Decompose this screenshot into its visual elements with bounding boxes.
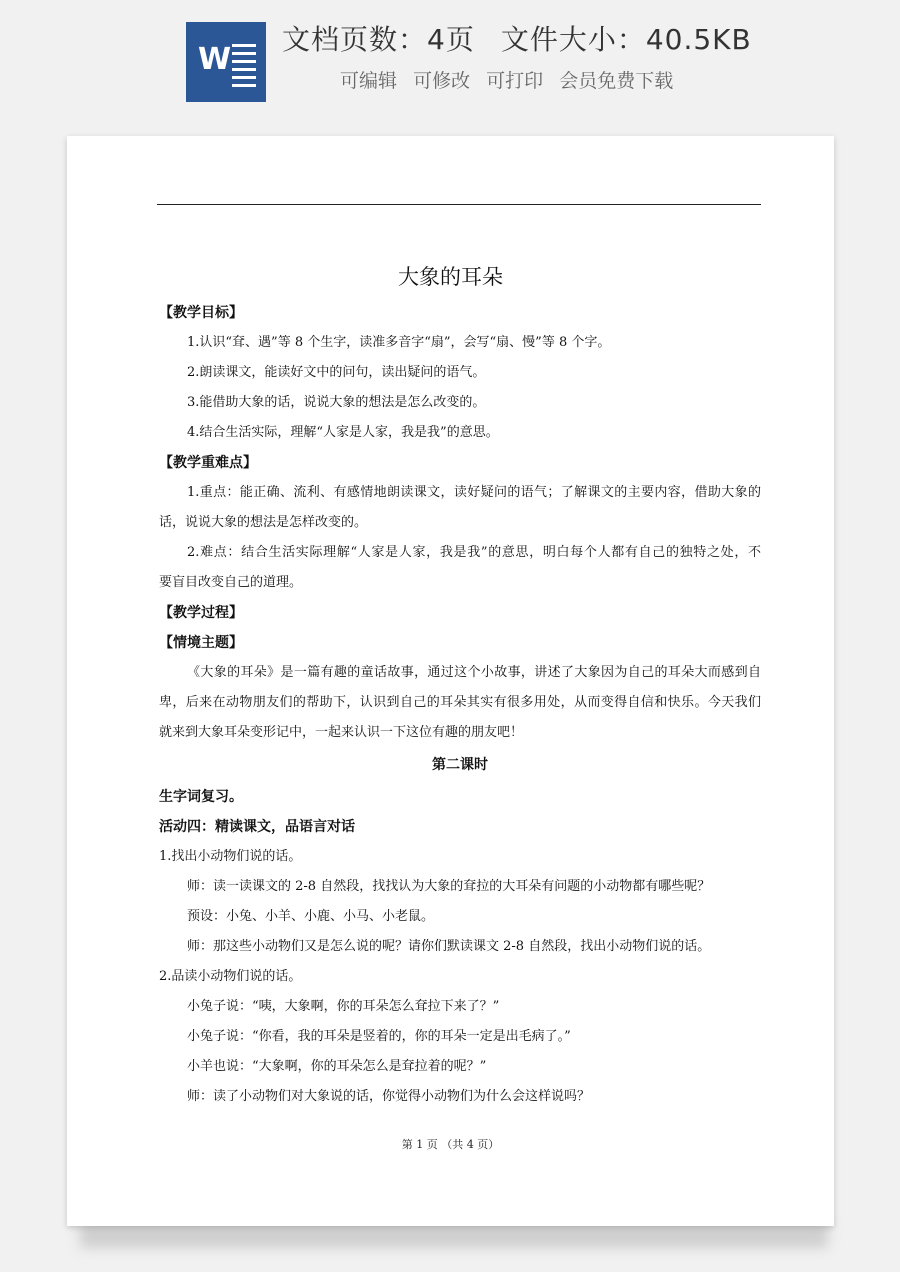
paragraph-line: 4.结合生活实际，理解“人家是人家，我是我”的意思。 bbox=[187, 425, 499, 440]
paragraph-line: 师：读一读课文的 2-8 自然段，找找认为大象的耷拉的大耳朵有问题的小动物都有哪些呢？ bbox=[187, 879, 711, 894]
file-size: 文件大小：40.5KB bbox=[500, 23, 752, 56]
page-footer: 第 1 页 （共 4 页） bbox=[401, 1138, 500, 1151]
word-doc-icon bbox=[186, 22, 266, 102]
paragraph-line: 卑，后来在动物朋友们的帮助下，认识到自己的耳朵其实有很多用处，从而变得自信和快乐。今天我们 bbox=[159, 695, 761, 710]
paragraph-line: 1.认识“耷、遇”等 8 个生字，读准多音字“扇”，会写“扇、慢”等 8 个字。 bbox=[187, 335, 611, 350]
feature-editable: 可编辑 bbox=[340, 70, 398, 92]
paragraph-line: 2.朗读课文，能读好文中的问句，读出疑问的语气。 bbox=[187, 365, 486, 380]
header-rule bbox=[157, 204, 761, 205]
section-heading: 【教学过程】 bbox=[159, 605, 243, 621]
paragraph-line: 小兔子说：“你看，我的耳朵是竖着的，你的耳朵一定是出毛病了。” bbox=[187, 1029, 571, 1044]
page-count: 文档页数：4页 bbox=[282, 23, 475, 56]
document-body bbox=[159, 298, 761, 1112]
paragraph-line: 2.品读小动物们说的话。 bbox=[159, 969, 302, 984]
doc-stats bbox=[282, 18, 778, 58]
paragraph-line: 话，说说大象的想法是怎样改变的。 bbox=[159, 515, 368, 530]
document-title: 大象的耳朵 bbox=[398, 265, 503, 289]
section-heading: 【情境主题】 bbox=[159, 635, 243, 651]
paragraph-line: 小羊也说：“大象啊，你的耳朵怎么是耷拉着的呢？” bbox=[187, 1059, 487, 1074]
feature-list bbox=[340, 66, 683, 93]
paragraph-line: 预设：小兔、小羊、小鹿、小马、小老鼠。 bbox=[187, 909, 435, 924]
feature-member-download: 会员免费下载 bbox=[559, 70, 674, 92]
lesson-heading: 第二课时 bbox=[432, 757, 488, 773]
section-heading: 生字词复习。 bbox=[159, 789, 243, 805]
section-heading: 活动四：精读课文，品语言对话 bbox=[159, 819, 355, 835]
document-page bbox=[67, 136, 834, 1226]
paragraph-line: 1.重点：能正确、流利、有感情地朗读课文，读好疑问的语气；了解课文的主要内容，借助大象的 bbox=[187, 485, 761, 500]
feature-printable: 可打印 bbox=[486, 70, 544, 92]
paragraph-line: 师：读了小动物们对大象说的话，你觉得小动物们为什么会这样说吗？ bbox=[187, 1089, 591, 1104]
paragraph-line: 1.找出小动物们说的话。 bbox=[159, 849, 302, 864]
section-heading: 【教学重难点】 bbox=[159, 455, 257, 471]
paragraph-line: 2.难点：结合生活实际理解“人家是人家，我是我”的意思，明白每个人都有自己的独特之处，不 bbox=[187, 545, 761, 560]
paragraph-line: 要盲目改变自己的道理。 bbox=[159, 575, 303, 590]
paragraph-line: 小兔子说：“咦，大象啊，你的耳朵怎么耷拉下来了？” bbox=[187, 999, 500, 1014]
section-heading: 【教学目标】 bbox=[159, 305, 243, 321]
paragraph-line: 《大象的耳朵》是一篇有趣的童话故事，通过这个小故事，讲述了大象因为自己的耳朵大而感到自 bbox=[187, 665, 761, 680]
word-icon-letter: W bbox=[198, 42, 232, 77]
download-banner bbox=[0, 0, 900, 118]
paragraph-line: 就来到大象耳朵变形记中，一起来认识一下这位有趣的朋友吧！ bbox=[159, 725, 524, 740]
paragraph-line: 3.能借助大象的话，说说大象的想法是怎么改变的。 bbox=[187, 395, 486, 410]
feature-modifiable: 可修改 bbox=[413, 70, 471, 92]
paragraph-line: 师：那这些小动物们又是怎么说的呢？请你们默读课文 2-8 自然段，找出小动物们说的话。 bbox=[187, 939, 711, 954]
